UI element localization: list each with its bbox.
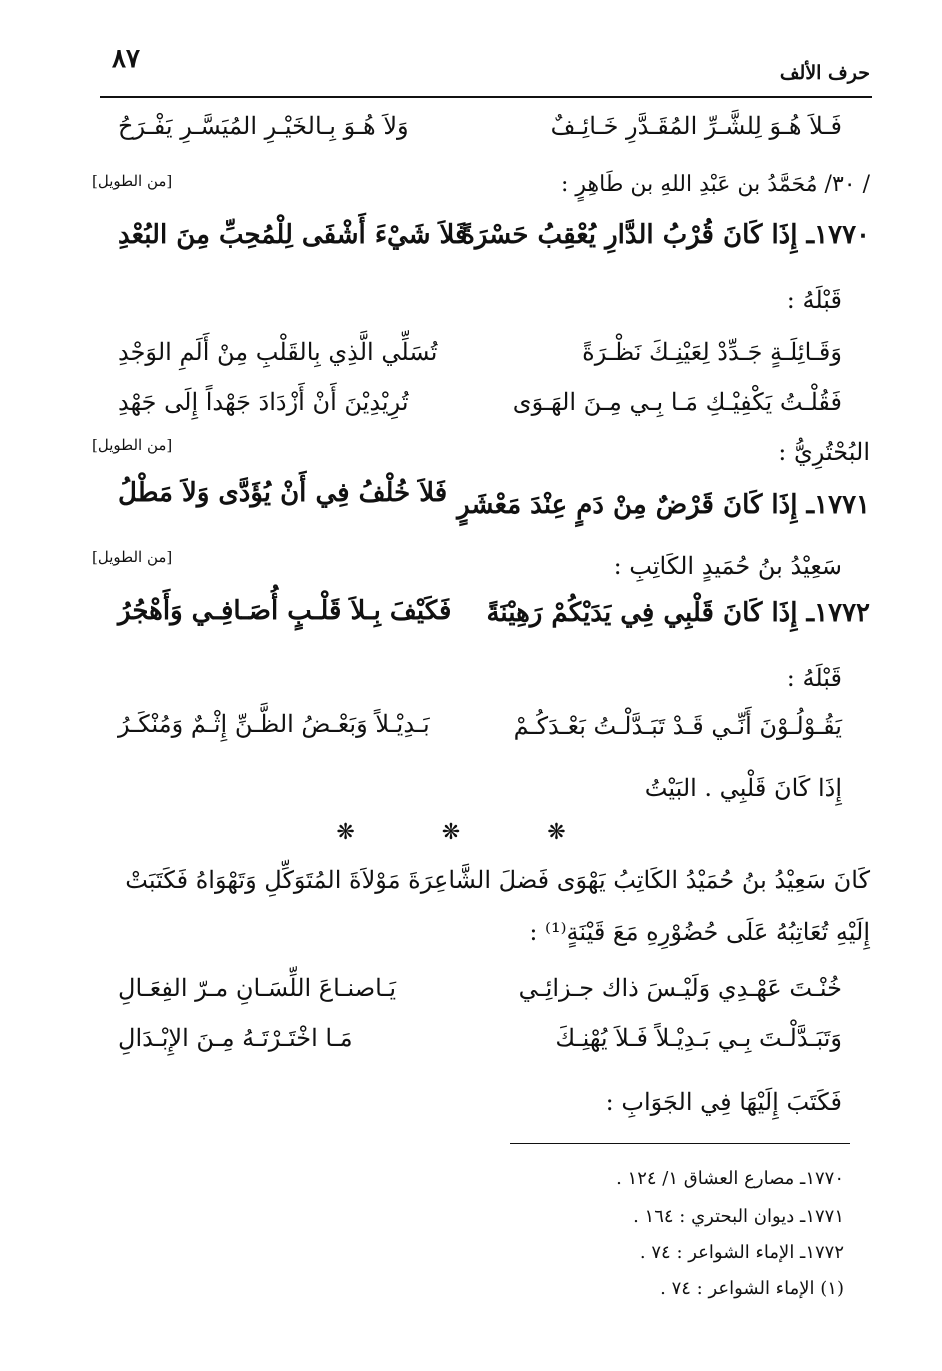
verse-2-first-hemistich: وَقَـائِلَـةٍ جَـدِّدْ لِعَيْنِـكَ نَظْـرَةً (582, 338, 842, 366)
verse-1771-second-hemistich: فَلاَ خُلْفُ فِي أَنْ يُؤَدَّى وَلاَ مَطْلُ (118, 478, 448, 508)
meter-label: [من الطويل] (92, 548, 173, 566)
reply-intro: فَكَتَبَ إِلَيْهَا فِي الجَوَابِ : (605, 1088, 842, 1116)
verse-4-second-hemistich: بَـدِيْـلاً وَبَعْـضُ الظَّـنِّ إِثْـمٌ وَمُنْكَـرُ (118, 710, 430, 738)
footnote-1770: ١٧٧٠ـ مصارع العشاق ١/ ١٢٤ . (616, 1168, 844, 1189)
header-rule (100, 96, 872, 98)
verse-3-second-hemistich: تُرِيْدِيْنَ أَنْ أَزْدَادَ جَهْداً إِلَى جَهْدِ (118, 388, 409, 416)
verse-2-second-hemistich: تُسَلِّي الَّذِي بِالقَلْبِ مِنْ أَلَمِ الوَجْدِ (118, 338, 438, 366)
verse-1771-first-hemistich: ١٧٧١ـ إِذَا كَانَ قَرْضٌ مِنْ دَمٍ عِنْدَ مَعْشَرٍ (457, 490, 870, 520)
poet-attribution: سَعِيْدُ بنُ حُمَيدٍ الكَاتِبِ : (613, 552, 842, 580)
verse-6-first-hemistich: وَتَبَـدَّلْـتَ بِـي بَـدِيْـلاً فَـلاَ يُهْنِـكَ (555, 1024, 842, 1052)
verse-1-first-hemistich: فَـلاَ هُـوَ لِلشَّـرِّ المُقَـدَّرِ خَـائِـفٌ (550, 112, 842, 140)
footnote-rule (510, 1143, 850, 1144)
poet-attribution: / ٣٠/ مُحَمَّدُ بن عَبْدِ اللهِ بن طَاهِرٍ : (561, 172, 870, 197)
poet-attribution: البُحْتُرِيُّ : (778, 438, 870, 466)
verse-5-first-hemistich: خُنْـتَ عَهْـدِي وَلَيْـسَ ذاك جـزائِـي (518, 974, 842, 1002)
verse-4-first-hemistich: يَقُـوْلُـوْنَ أَنِّـي قَـدْ تَبَـدَّلْـتُ بَعْـدَكُـمْ (513, 712, 842, 740)
meter-label: [من الطويل] (92, 172, 173, 190)
qablahu-label: قَبْلَهُ : (786, 286, 842, 314)
prose-line-1: كَانَ سَعِيْدُ بنُ حُمَيْدُ الكَاتِبُ يَهْوَى فَضلَ الشَّاعِرَةَ مَوْلاَةَ المُتَوَكِّلِ وَتَهْوَاهُ فَكَتَبَتْ (125, 866, 870, 894)
verse-1772-first-hemistich: ١٧٧٢ـ إِذَا كَانَ قَلْبِي فِي يَدَيْكُمْ رَهِيْنَةً (486, 598, 870, 628)
verse-1770-first-hemistich: ١٧٧٠ـ إِذَا كَانَ قُرْبُ الدَّارِ يُعْقِبُ حَسْرَةً (461, 220, 870, 250)
verse-5-second-hemistich: يَـاصنـاعَ اللِّسَـانِ مـرّ الفِعَـالِ (118, 974, 397, 1002)
qablahu-label: قَبْلَهُ : (786, 664, 842, 692)
prose-line-2: إِلَيْهِ تُعَاتِبُهُ عَلَى حُضُوْرِهِ مَعَ قَيْنَةٍ⁽¹⁾ : (529, 918, 870, 946)
verse-1772-second-hemistich: فَكَيْفَ بِـلاَ قَلْـبٍ أُصَـافِـي وَأَهْجُرُ (118, 596, 452, 626)
verse-1-second-hemistich: وَلاَ هُـوَ بِـالخَيْـرِ المُيَسَّـرِ يَفْـرَحُ (118, 112, 409, 140)
meter-label: [من الطويل] (92, 436, 173, 454)
page-number: ٨٧ (112, 44, 140, 74)
section-divider-stars: ❋ ❋ ❋ (336, 820, 606, 845)
footnote-1772: ١٧٧٢ـ الإماء الشواعر : ٧٤ . (639, 1242, 844, 1263)
verse-3-first-hemistich: فَقُلْـتُ يَكْفِيْـكِ مَـا بِـي مِـنَ الهَـوَى (512, 388, 842, 416)
verse-1770-second-hemistich: فَلاَ شَيْءَ أَشْفَى لِلْمُحِبِّ مِنَ البُعْدِ (118, 220, 468, 250)
footnote-1771: ١٧٧١ـ ديوان البحتري : ١٦٤ . (633, 1206, 844, 1227)
verse-6-second-hemistich: مَـا اخْتَـرْتَـهُ مِـنَ الإِبْـدَالِ (118, 1024, 353, 1052)
running-title: حرف الألف (779, 62, 870, 84)
verse-reference: إِذَا كَانَ قَلْبِي . البَيْتُ (644, 774, 842, 802)
footnote-note-1: (١) الإماء الشواعر : ٧٤ . (660, 1278, 844, 1299)
